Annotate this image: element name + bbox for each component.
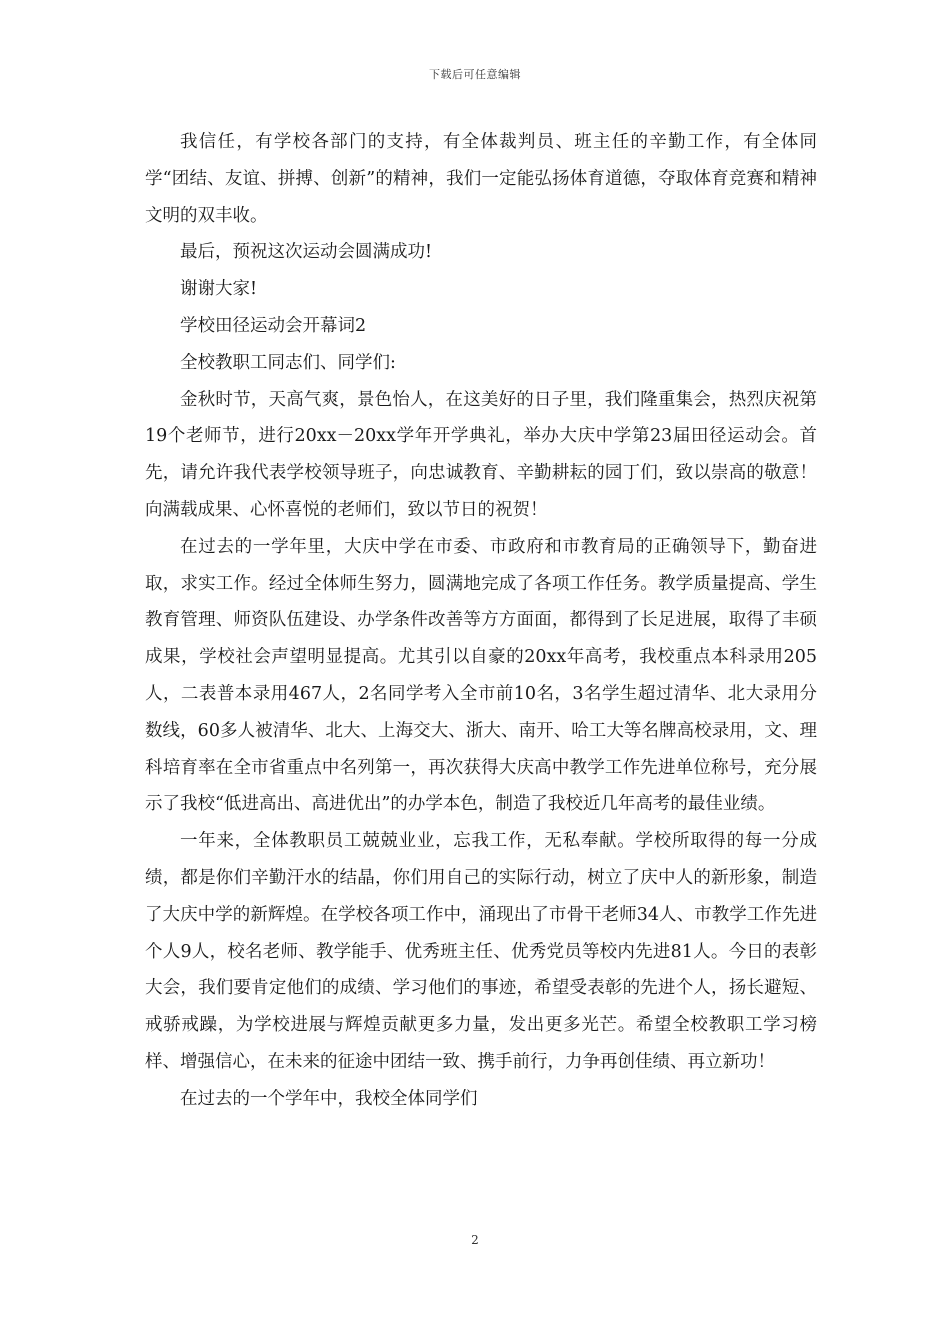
- paragraph: 在过去的一学年里，大庆中学在市委、市政府和市教育局的正确领导下，勤奋进取，求实工作。经过全体师生努力，圆满地完成了各项工作任务。教学质量提高、学生教育管理、师资队伍建设、办学条件改善等方方面面，都得到了长足进展，取得了丰硕成果，学校社会声望明显提高。尤其引以自豪的20xx年高考，我校重点本科录用205人，二表普本录用467人，2名同学考入全市前10名，3名学生超过清华、北大录用分数线，60多人被清华、北大、上海交大、浙大、南开、哈工大等名牌高校录用，文、理科培育率在全市省重点中名列第一，再次获得大庆高中教学工作先进单位称号，充分展示了我校“低进高出、高进优出”的办学本色，制造了我校近几年高考的最佳业绩。: [145, 536, 817, 815]
- page-number: 2: [471, 1233, 479, 1247]
- paragraph: 最后，预祝这次运动会圆满成功!: [180, 242, 433, 263]
- page-header: 下载后可任意编辑: [429, 68, 521, 81]
- paragraph: 我信任，有学校各部门的支持，有全体裁判员、班主任的辛勤工作，有全体同学“团结、友谊、拼搏、创新”的精神，我们一定能弘扬体育道德，夺取体育竞赛和精神文明的双丰收。: [145, 132, 817, 226]
- paragraph: 谢谢大家!: [180, 279, 258, 300]
- document-body: [145, 124, 817, 1118]
- section-title: 学校田径运动会开幕词2: [180, 315, 367, 336]
- paragraph: 一年来，全体教职员工兢兢业业，忘我工作，无私奉献。学校所取得的每一分成绩，都是你们辛勤汗水的结晶，你们用自己的实际行动，树立了庆中人的新形象，制造了大庆中学的新辉煌。在学校各项工作中，涌现出了市骨干老师34人、市教学工作先进个人9人，校名老师、教学能手、优秀班主任、优秀党员等校内先进81人。今日的表彰大会，我们要肯定他们的成绩、学习他们的事迹，希望受表彰的先进个人，扬长避短、戒骄戒躁，为学校进展与辉煌贡献更多力量，发出更多光芒。希望全校教职工学习榜样、增强信心，在未来的征途中团结一致、携手前行，力争再创佳绩、再立新功！: [145, 831, 817, 1072]
- paragraph: 金秋时节，天高气爽，景色怡人，在这美好的日子里，我们隆重集会，热烈庆祝第19个老师节，进行20xx－20xx学年开学典礼，举办大庆中学第23届田径运动会。首先，请允许我代表学校领导班子，向忠诚教育、辛勤耕耘的园丁们，致以崇高的敬意！向满载成果、心怀喜悦的老师们，致以节日的祝贺！: [145, 389, 817, 520]
- salutation: 全校教职工同志们、同学们:: [180, 352, 396, 373]
- paragraph: 在过去的一个学年中，我校全体同学们: [180, 1088, 478, 1109]
